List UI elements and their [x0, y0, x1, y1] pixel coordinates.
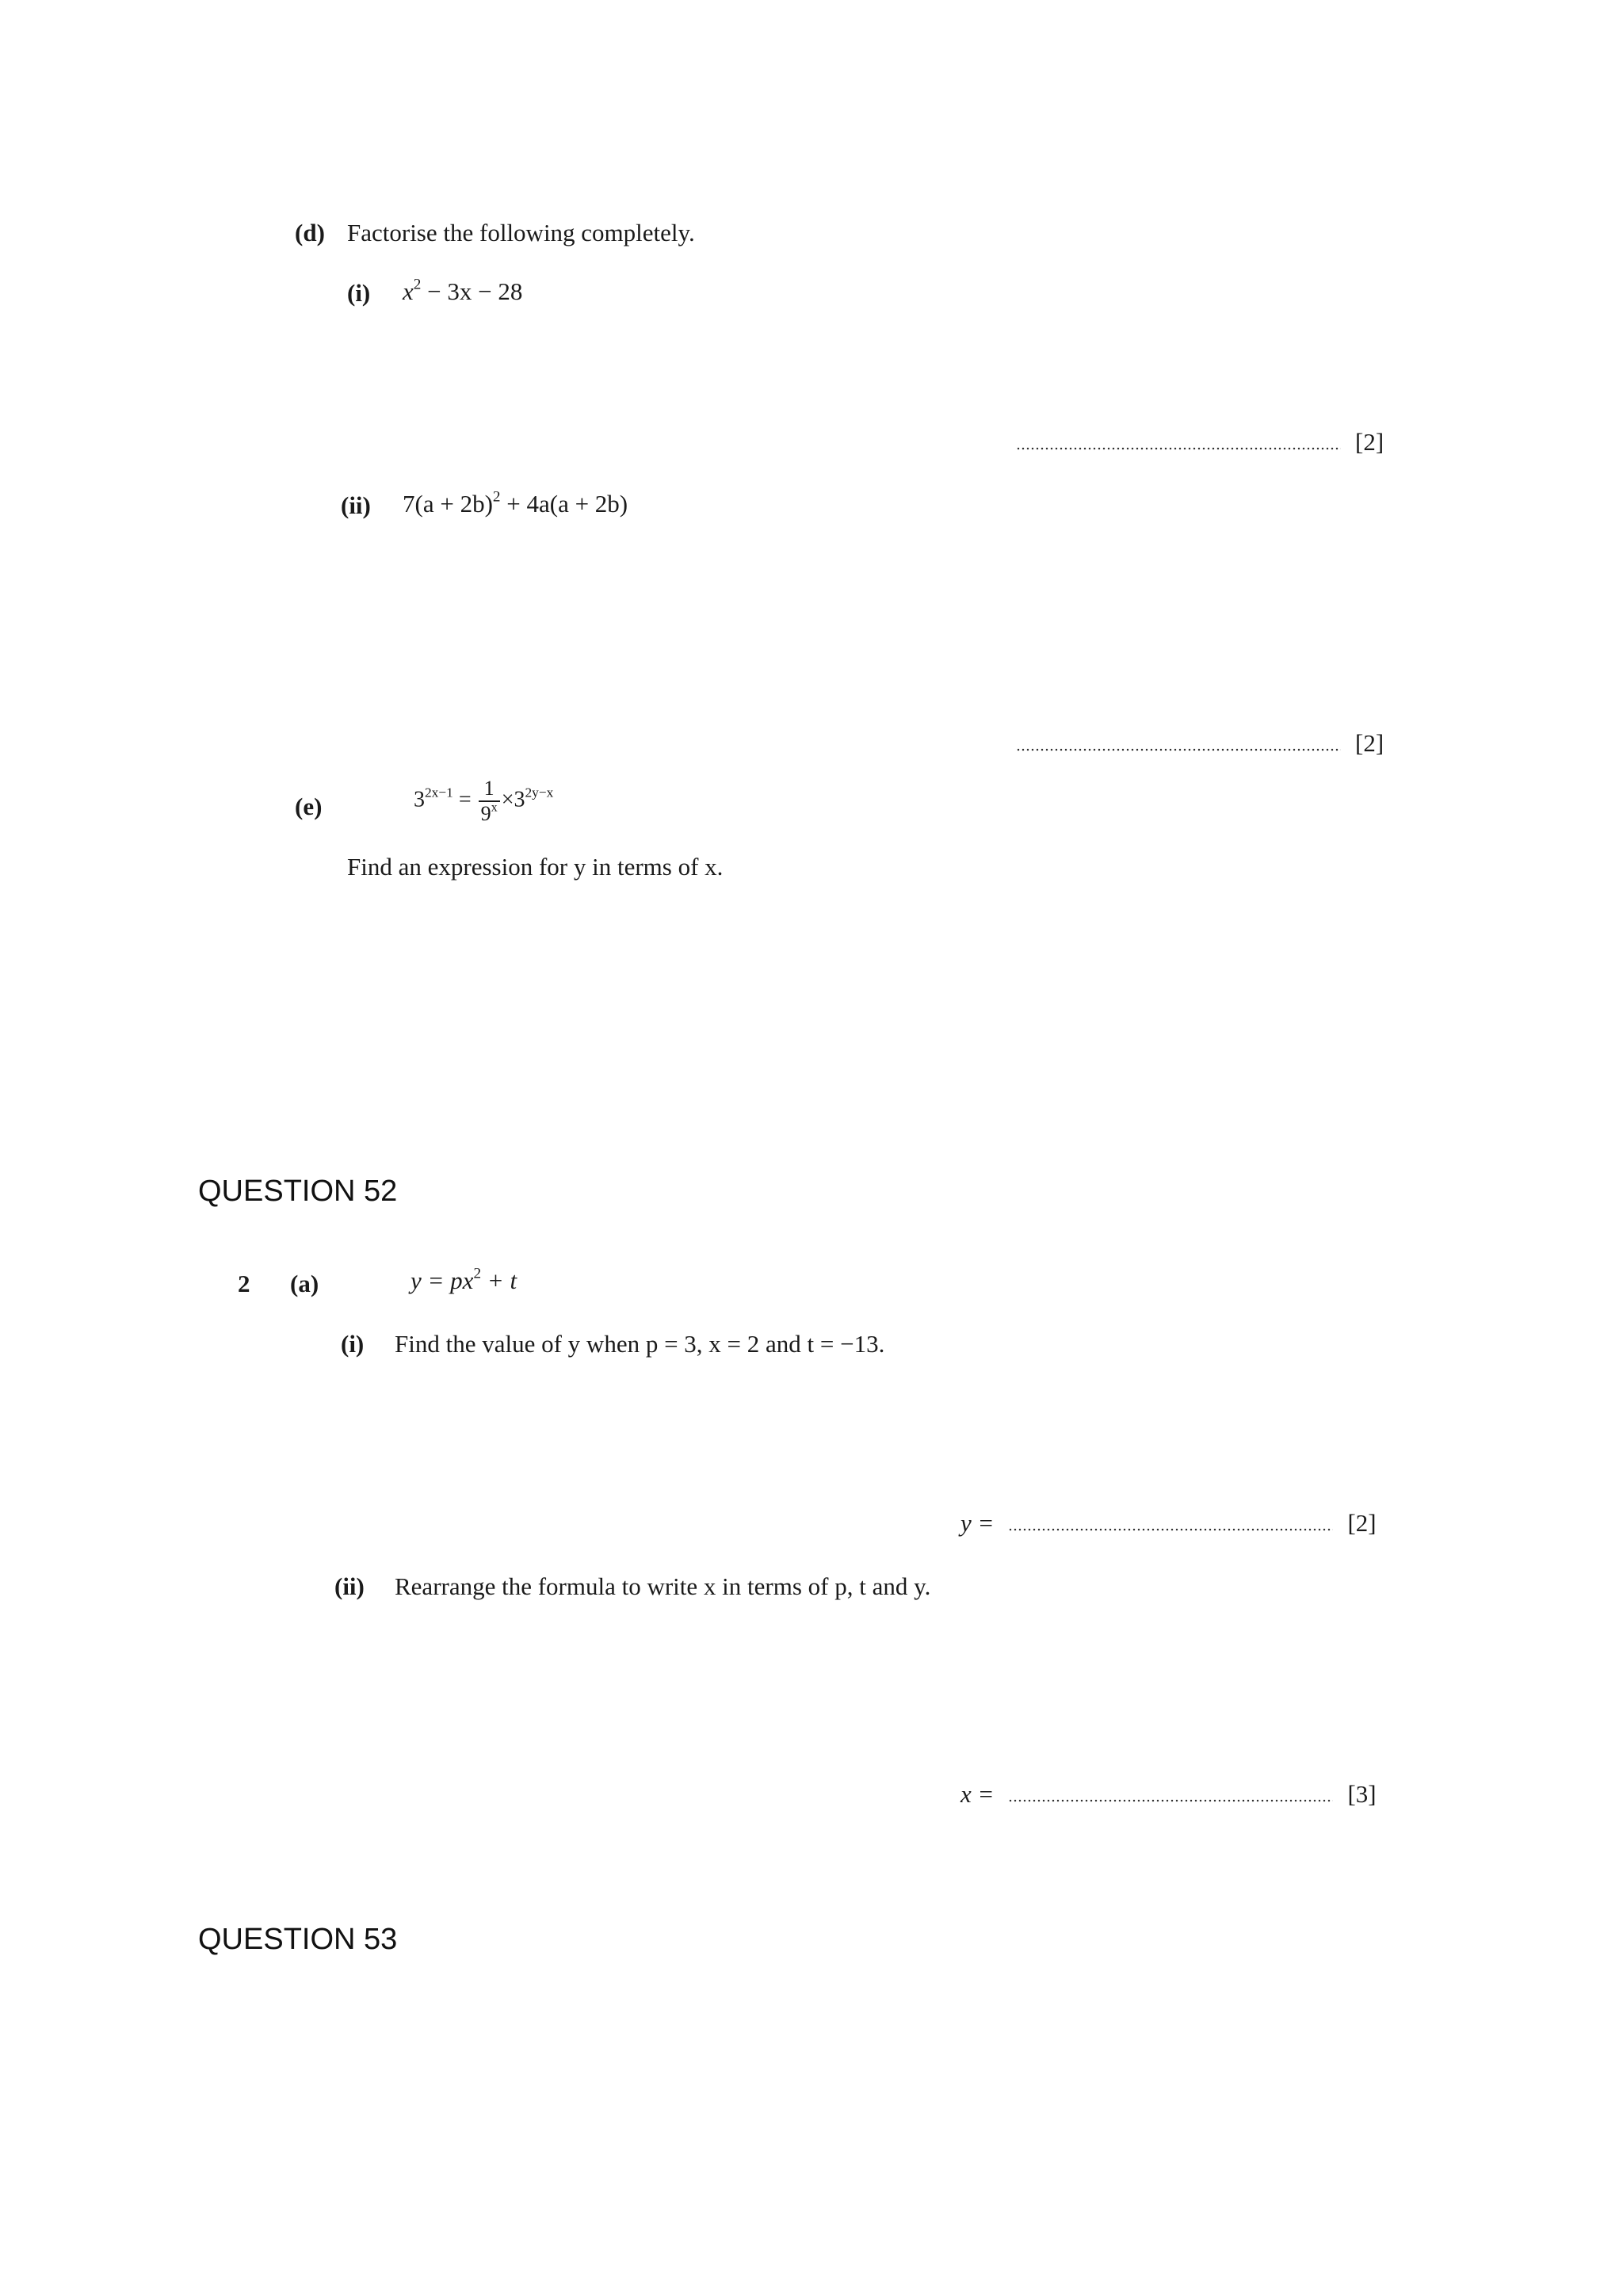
part-e-equation: $3^{2x-1}$ = $\frac{1}{9^x}$ $\times 3^{2y-x}$ [414, 777, 554, 825]
q2-formula: $y = px^2 + t$ [411, 1265, 517, 1294]
part-d-instruction: Factorise the following completely. [347, 219, 695, 246]
part-d-ii-mark: [2] [1355, 729, 1384, 757]
answer-dotted-line[interactable] [1008, 1528, 1333, 1531]
fraction: $\frac{1}{9^x}$ [479, 778, 500, 824]
q2-part-i-answer-line[interactable] [960, 1509, 1377, 1538]
part-d-label: (d) [295, 219, 325, 246]
part-d-i-mark: [2] [1355, 428, 1384, 456]
part-d-ii-answer-line[interactable] [1016, 729, 1384, 758]
part-e-label: (e) [295, 793, 323, 820]
q2-part-i-mark: [2] [1347, 1509, 1377, 1537]
answer-dotted-line[interactable] [1008, 1799, 1333, 1802]
part-d-ii-label: (ii) [341, 491, 371, 519]
part-d-i-label: (i) [347, 279, 371, 307]
q2-part-ii-text: Rearrange the formula to write x in terms of p, t and y. [395, 1572, 931, 1600]
question-53-heading: QUESTION 53 [198, 1923, 398, 1956]
answer-prefix: x = [960, 1780, 995, 1808]
q2-part-i-text: Find the value of y when p = 3, x = 2 and t = −13. [395, 1330, 885, 1358]
question-number: 2 [238, 1270, 250, 1297]
q2-part-ii-mark: [3] [1347, 1780, 1377, 1808]
answer-dotted-line[interactable] [1016, 447, 1341, 450]
q2-part-ii-answer-line[interactable] [960, 1780, 1377, 1809]
part-d-ii-expression: $7(a + 2b)^2 + 4a(a + 2b)$ [403, 488, 628, 518]
part-e-instruction: Find an expression for y in terms of x. [347, 853, 724, 881]
answer-prefix: y = [960, 1509, 995, 1537]
part-d-i-answer-line[interactable] [1016, 428, 1384, 457]
q2-part-a-label: (a) [290, 1270, 319, 1297]
question-52-heading: QUESTION 52 [198, 1175, 398, 1208]
q2-part-i-label: (i) [341, 1330, 365, 1358]
part-d-i-expression: $x^2 - 3x - 28$ [403, 276, 523, 305]
q2-part-ii-label: (ii) [334, 1572, 365, 1600]
answer-dotted-line[interactable] [1016, 748, 1341, 751]
